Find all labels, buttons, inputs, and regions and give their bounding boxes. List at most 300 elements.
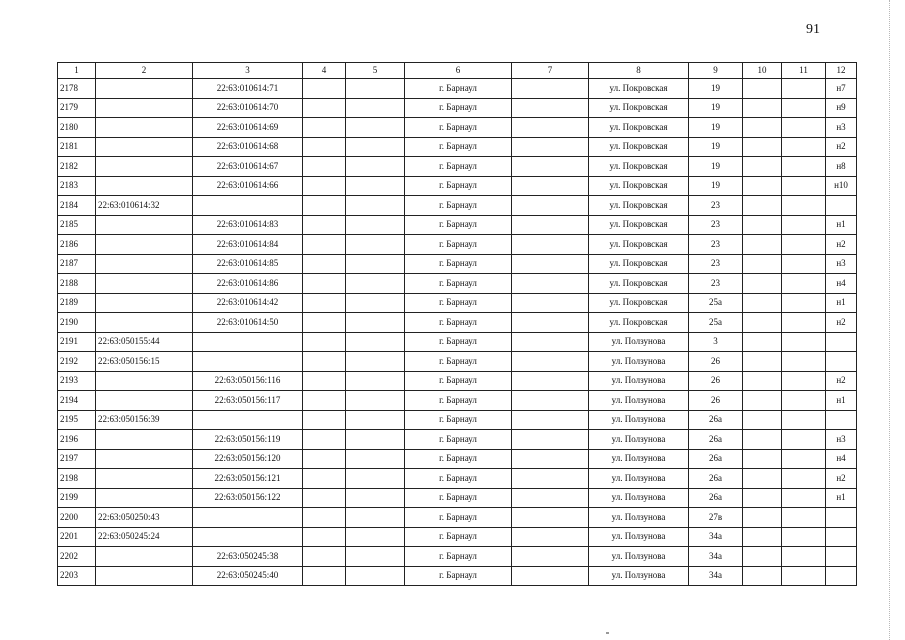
cell-col-6: г. Барнаул bbox=[405, 235, 512, 255]
cell-col-9: 26 bbox=[689, 371, 743, 391]
cell-col-7 bbox=[512, 547, 589, 567]
cell-col-12: н3 bbox=[826, 430, 857, 450]
cell-col-1: 2182 bbox=[58, 157, 96, 177]
cell-col-8: ул. Покровская bbox=[589, 157, 689, 177]
table-row bbox=[58, 157, 857, 177]
cell-col-11 bbox=[782, 176, 826, 196]
cell-col-3 bbox=[193, 196, 303, 216]
cell-col-9: 27в bbox=[689, 508, 743, 528]
cell-col-8: ул. Покровская bbox=[589, 98, 689, 118]
cell-col-5 bbox=[346, 313, 405, 333]
cell-col-3: 22:63:050245:40 bbox=[193, 566, 303, 586]
cell-col-6: г. Барнаул bbox=[405, 254, 512, 274]
table-row bbox=[58, 430, 857, 450]
cell-col-5 bbox=[346, 79, 405, 99]
cell-col-7 bbox=[512, 391, 589, 411]
cell-col-5 bbox=[346, 508, 405, 528]
cell-col-7 bbox=[512, 430, 589, 450]
cell-col-10 bbox=[743, 157, 782, 177]
cell-col-3 bbox=[193, 410, 303, 430]
cell-col-10 bbox=[743, 488, 782, 508]
cell-col-5 bbox=[346, 98, 405, 118]
cell-col-11 bbox=[782, 449, 826, 469]
cell-col-10 bbox=[743, 274, 782, 294]
cell-col-7 bbox=[512, 215, 589, 235]
cell-col-8: ул. Ползунова bbox=[589, 371, 689, 391]
cell-col-11 bbox=[782, 391, 826, 411]
cell-col-9: 19 bbox=[689, 157, 743, 177]
cell-col-11 bbox=[782, 547, 826, 567]
cell-col-4 bbox=[303, 274, 346, 294]
cell-col-8: ул. Покровская bbox=[589, 313, 689, 333]
table-row bbox=[58, 254, 857, 274]
cell-col-11 bbox=[782, 235, 826, 255]
table-row bbox=[58, 488, 857, 508]
cell-col-9: 26а bbox=[689, 488, 743, 508]
cell-col-1: 2194 bbox=[58, 391, 96, 411]
cell-col-1: 2185 bbox=[58, 215, 96, 235]
cell-col-4 bbox=[303, 371, 346, 391]
cell-col-11 bbox=[782, 430, 826, 450]
cell-col-2 bbox=[96, 98, 193, 118]
cell-col-9: 26 bbox=[689, 352, 743, 372]
cell-col-8: ул. Ползунова bbox=[589, 469, 689, 489]
cell-col-11 bbox=[782, 157, 826, 177]
cell-col-1: 2193 bbox=[58, 371, 96, 391]
cell-col-8: ул. Покровская bbox=[589, 293, 689, 313]
cell-col-2 bbox=[96, 469, 193, 489]
cell-col-6: г. Барнаул bbox=[405, 118, 512, 138]
cell-col-1: 2186 bbox=[58, 235, 96, 255]
cell-col-8: ул. Ползунова bbox=[589, 547, 689, 567]
cell-col-2 bbox=[96, 566, 193, 586]
cell-col-9: 34а bbox=[689, 566, 743, 586]
column-header-9: 9 bbox=[689, 63, 743, 79]
cell-col-1: 2189 bbox=[58, 293, 96, 313]
cell-col-7 bbox=[512, 410, 589, 430]
table-row bbox=[58, 371, 857, 391]
cell-col-4 bbox=[303, 449, 346, 469]
cell-col-2: 22:63:050155:44 bbox=[96, 332, 193, 352]
cell-col-12 bbox=[826, 410, 857, 430]
cell-col-11 bbox=[782, 508, 826, 528]
cell-col-2 bbox=[96, 137, 193, 157]
table-row bbox=[58, 508, 857, 528]
cell-col-4 bbox=[303, 547, 346, 567]
cell-col-12 bbox=[826, 332, 857, 352]
cell-col-7 bbox=[512, 352, 589, 372]
cell-col-3 bbox=[193, 332, 303, 352]
cell-col-4 bbox=[303, 157, 346, 177]
cell-col-11 bbox=[782, 274, 826, 294]
cell-col-5 bbox=[346, 215, 405, 235]
cell-col-4 bbox=[303, 391, 346, 411]
cell-col-9: 19 bbox=[689, 79, 743, 99]
cell-col-10 bbox=[743, 391, 782, 411]
cell-col-6: г. Барнаул bbox=[405, 79, 512, 99]
scan-speck bbox=[606, 632, 609, 634]
cell-col-11 bbox=[782, 371, 826, 391]
cell-col-8: ул. Покровская bbox=[589, 274, 689, 294]
cell-col-7 bbox=[512, 566, 589, 586]
table-row bbox=[58, 293, 857, 313]
table-row bbox=[58, 566, 857, 586]
cell-col-2: 22:63:050250:43 bbox=[96, 508, 193, 528]
cell-col-5 bbox=[346, 488, 405, 508]
cell-col-2 bbox=[96, 176, 193, 196]
table-row bbox=[58, 98, 857, 118]
cell-col-10 bbox=[743, 98, 782, 118]
cell-col-2 bbox=[96, 79, 193, 99]
cell-col-1: 2190 bbox=[58, 313, 96, 333]
cell-col-5 bbox=[346, 410, 405, 430]
cell-col-10 bbox=[743, 410, 782, 430]
table-row bbox=[58, 352, 857, 372]
cell-col-6: г. Барнаул bbox=[405, 98, 512, 118]
cell-col-9: 23 bbox=[689, 274, 743, 294]
cell-col-9: 25а bbox=[689, 293, 743, 313]
cell-col-12: н9 bbox=[826, 98, 857, 118]
table-row bbox=[58, 391, 857, 411]
cell-col-4 bbox=[303, 488, 346, 508]
cell-col-6: г. Барнаул bbox=[405, 137, 512, 157]
cell-col-1: 2181 bbox=[58, 137, 96, 157]
table-row bbox=[58, 137, 857, 157]
cell-col-1: 2202 bbox=[58, 547, 96, 567]
table-body bbox=[58, 79, 857, 586]
cell-col-4 bbox=[303, 254, 346, 274]
cell-col-2 bbox=[96, 215, 193, 235]
cell-col-3 bbox=[193, 352, 303, 372]
cell-col-5 bbox=[346, 449, 405, 469]
cell-col-9: 23 bbox=[689, 196, 743, 216]
cell-col-7 bbox=[512, 332, 589, 352]
cell-col-8: ул. Ползунова bbox=[589, 332, 689, 352]
cell-col-1: 2183 bbox=[58, 176, 96, 196]
cell-col-8: ул. Ползунова bbox=[589, 410, 689, 430]
cell-col-5 bbox=[346, 430, 405, 450]
cell-col-7 bbox=[512, 118, 589, 138]
cell-col-6: г. Барнаул bbox=[405, 293, 512, 313]
cell-col-7 bbox=[512, 79, 589, 99]
cell-col-12: н4 bbox=[826, 449, 857, 469]
cell-col-7 bbox=[512, 488, 589, 508]
cell-col-3: 22:63:010614:85 bbox=[193, 254, 303, 274]
cell-col-9: 34а bbox=[689, 547, 743, 567]
cell-col-12: н1 bbox=[826, 391, 857, 411]
cell-col-4 bbox=[303, 410, 346, 430]
cell-col-5 bbox=[346, 196, 405, 216]
cell-col-8: ул. Покровская bbox=[589, 196, 689, 216]
cell-col-6: г. Барнаул bbox=[405, 313, 512, 333]
cell-col-9: 19 bbox=[689, 176, 743, 196]
cell-col-11 bbox=[782, 469, 826, 489]
cell-col-9: 26а bbox=[689, 449, 743, 469]
table-row bbox=[58, 313, 857, 333]
cell-col-1: 2196 bbox=[58, 430, 96, 450]
cell-col-5 bbox=[346, 118, 405, 138]
cell-col-10 bbox=[743, 215, 782, 235]
cell-col-3: 22:63:010614:70 bbox=[193, 98, 303, 118]
cell-col-3: 22:63:050156:117 bbox=[193, 391, 303, 411]
cell-col-1: 2203 bbox=[58, 566, 96, 586]
cell-col-5 bbox=[346, 157, 405, 177]
cell-col-10 bbox=[743, 566, 782, 586]
cell-col-4 bbox=[303, 176, 346, 196]
cell-col-2: 22:63:050156:15 bbox=[96, 352, 193, 372]
cell-col-6: г. Барнаул bbox=[405, 176, 512, 196]
cell-col-2 bbox=[96, 488, 193, 508]
column-header-11: 11 bbox=[782, 63, 826, 79]
cell-col-9: 25а bbox=[689, 313, 743, 333]
cell-col-9: 23 bbox=[689, 215, 743, 235]
cell-col-12: н3 bbox=[826, 254, 857, 274]
cell-col-3: 22:63:050156:119 bbox=[193, 430, 303, 450]
column-header-4: 4 bbox=[303, 63, 346, 79]
cell-col-12: н1 bbox=[826, 488, 857, 508]
cell-col-12 bbox=[826, 547, 857, 567]
cell-col-3: 22:63:050156:116 bbox=[193, 371, 303, 391]
cell-col-9: 3 bbox=[689, 332, 743, 352]
cell-col-2 bbox=[96, 313, 193, 333]
cell-col-12: н7 bbox=[826, 79, 857, 99]
cell-col-10 bbox=[743, 527, 782, 547]
cell-col-11 bbox=[782, 410, 826, 430]
cell-col-1: 2184 bbox=[58, 196, 96, 216]
cell-col-6: г. Барнаул bbox=[405, 391, 512, 411]
cell-col-10 bbox=[743, 469, 782, 489]
column-header-7: 7 bbox=[512, 63, 589, 79]
cell-col-7 bbox=[512, 98, 589, 118]
cell-col-7 bbox=[512, 371, 589, 391]
column-header-3: 3 bbox=[193, 63, 303, 79]
cell-col-10 bbox=[743, 508, 782, 528]
cell-col-1: 2197 bbox=[58, 449, 96, 469]
cell-col-4 bbox=[303, 469, 346, 489]
cell-col-1: 2198 bbox=[58, 469, 96, 489]
cell-col-2 bbox=[96, 254, 193, 274]
cell-col-3 bbox=[193, 508, 303, 528]
cell-col-5 bbox=[346, 352, 405, 372]
cell-col-5 bbox=[346, 235, 405, 255]
cell-col-3: 22:63:050156:121 bbox=[193, 469, 303, 489]
cell-col-7 bbox=[512, 176, 589, 196]
cell-col-3: 22:63:010614:86 bbox=[193, 274, 303, 294]
cell-col-12: н3 bbox=[826, 118, 857, 138]
cell-col-2 bbox=[96, 293, 193, 313]
cell-col-11 bbox=[782, 488, 826, 508]
cell-col-11 bbox=[782, 98, 826, 118]
cell-col-5 bbox=[346, 293, 405, 313]
cell-col-4 bbox=[303, 352, 346, 372]
cell-col-10 bbox=[743, 293, 782, 313]
cell-col-5 bbox=[346, 332, 405, 352]
cell-col-9: 19 bbox=[689, 118, 743, 138]
cell-col-5 bbox=[346, 469, 405, 489]
cell-col-6: г. Барнаул bbox=[405, 157, 512, 177]
cell-col-4 bbox=[303, 430, 346, 450]
cell-col-3: 22:63:050245:38 bbox=[193, 547, 303, 567]
cell-col-1: 2178 bbox=[58, 79, 96, 99]
cell-col-2: 22:63:010614:32 bbox=[96, 196, 193, 216]
cell-col-2 bbox=[96, 547, 193, 567]
cell-col-11 bbox=[782, 215, 826, 235]
cell-col-1: 2192 bbox=[58, 352, 96, 372]
cell-col-10 bbox=[743, 235, 782, 255]
cell-col-3: 22:63:010614:69 bbox=[193, 118, 303, 138]
cell-col-6: г. Барнаул bbox=[405, 566, 512, 586]
cell-col-8: ул. Покровская bbox=[589, 79, 689, 99]
column-header-10: 10 bbox=[743, 63, 782, 79]
table-row bbox=[58, 274, 857, 294]
cell-col-5 bbox=[346, 547, 405, 567]
cell-col-11 bbox=[782, 313, 826, 333]
cell-col-12 bbox=[826, 352, 857, 372]
cell-col-6: г. Барнаул bbox=[405, 332, 512, 352]
cell-col-3: 22:63:010614:66 bbox=[193, 176, 303, 196]
cell-col-11 bbox=[782, 196, 826, 216]
cell-col-12: н2 bbox=[826, 235, 857, 255]
cell-col-3: 22:63:010614:67 bbox=[193, 157, 303, 177]
cell-col-6: г. Барнаул bbox=[405, 274, 512, 294]
cell-col-4 bbox=[303, 527, 346, 547]
cell-col-6: г. Барнаул bbox=[405, 508, 512, 528]
cell-col-6: г. Барнаул bbox=[405, 371, 512, 391]
cell-col-9: 26 bbox=[689, 391, 743, 411]
cell-col-3: 22:63:010614:68 bbox=[193, 137, 303, 157]
cell-col-6: г. Барнаул bbox=[405, 430, 512, 450]
cell-col-10 bbox=[743, 352, 782, 372]
cell-col-9: 19 bbox=[689, 98, 743, 118]
cell-col-8: ул. Покровская bbox=[589, 137, 689, 157]
cell-col-11 bbox=[782, 79, 826, 99]
cell-col-8: ул. Ползунова bbox=[589, 449, 689, 469]
cell-col-8: ул. Ползунова bbox=[589, 527, 689, 547]
cell-col-4 bbox=[303, 235, 346, 255]
cell-col-12 bbox=[826, 527, 857, 547]
cell-col-11 bbox=[782, 352, 826, 372]
page-number: 91 bbox=[806, 22, 820, 37]
cell-col-1: 2201 bbox=[58, 527, 96, 547]
column-header-5: 5 bbox=[346, 63, 405, 79]
cell-col-4 bbox=[303, 293, 346, 313]
cell-col-11 bbox=[782, 527, 826, 547]
cell-col-1: 2188 bbox=[58, 274, 96, 294]
cell-col-4 bbox=[303, 566, 346, 586]
cell-col-6: г. Барнаул bbox=[405, 352, 512, 372]
cell-col-10 bbox=[743, 79, 782, 99]
cell-col-4 bbox=[303, 137, 346, 157]
cell-col-9: 26а bbox=[689, 410, 743, 430]
cell-col-11 bbox=[782, 118, 826, 138]
column-header-2: 2 bbox=[96, 63, 193, 79]
table-row bbox=[58, 449, 857, 469]
cell-col-8: ул. Ползунова bbox=[589, 391, 689, 411]
cell-col-1: 2195 bbox=[58, 410, 96, 430]
cell-col-4 bbox=[303, 118, 346, 138]
cell-col-9: 23 bbox=[689, 235, 743, 255]
cell-col-5 bbox=[346, 566, 405, 586]
cell-col-6: г. Барнаул bbox=[405, 469, 512, 489]
cell-col-2 bbox=[96, 157, 193, 177]
cell-col-1: 2199 bbox=[58, 488, 96, 508]
cell-col-9: 26а bbox=[689, 430, 743, 450]
cell-col-3: 22:63:010614:83 bbox=[193, 215, 303, 235]
table-row bbox=[58, 176, 857, 196]
cell-col-7 bbox=[512, 254, 589, 274]
cell-col-5 bbox=[346, 371, 405, 391]
cell-col-7 bbox=[512, 469, 589, 489]
cell-col-4 bbox=[303, 508, 346, 528]
cell-col-2 bbox=[96, 371, 193, 391]
cell-col-8: ул. Покровская bbox=[589, 176, 689, 196]
cell-col-12: н2 bbox=[826, 313, 857, 333]
cell-col-2 bbox=[96, 449, 193, 469]
scan-edge-line bbox=[889, 0, 890, 640]
cell-col-5 bbox=[346, 274, 405, 294]
cell-col-8: ул. Ползунова bbox=[589, 352, 689, 372]
cell-col-3: 22:63:010614:50 bbox=[193, 313, 303, 333]
table-row bbox=[58, 196, 857, 216]
cell-col-1: 2187 bbox=[58, 254, 96, 274]
cell-col-6: г. Барнаул bbox=[405, 527, 512, 547]
cell-col-3: 22:63:010614:84 bbox=[193, 235, 303, 255]
registry-table bbox=[57, 62, 857, 586]
table-row bbox=[58, 215, 857, 235]
column-header-8: 8 bbox=[589, 63, 689, 79]
cell-col-11 bbox=[782, 332, 826, 352]
table-row bbox=[58, 235, 857, 255]
cell-col-3: 22:63:050156:122 bbox=[193, 488, 303, 508]
cell-col-5 bbox=[346, 527, 405, 547]
cell-col-12: н1 bbox=[826, 215, 857, 235]
cell-col-7 bbox=[512, 235, 589, 255]
cell-col-7 bbox=[512, 196, 589, 216]
cell-col-12 bbox=[826, 566, 857, 586]
table-row bbox=[58, 410, 857, 430]
cell-col-2 bbox=[96, 430, 193, 450]
cell-col-8: ул. Ползунова bbox=[589, 488, 689, 508]
cell-col-10 bbox=[743, 371, 782, 391]
cell-col-12 bbox=[826, 508, 857, 528]
cell-col-9: 19 bbox=[689, 137, 743, 157]
column-header-1: 1 bbox=[58, 63, 96, 79]
cell-col-1: 2200 bbox=[58, 508, 96, 528]
cell-col-12: н10 bbox=[826, 176, 857, 196]
cell-col-2 bbox=[96, 391, 193, 411]
cell-col-7 bbox=[512, 137, 589, 157]
cell-col-8: ул. Ползунова bbox=[589, 508, 689, 528]
cell-col-4 bbox=[303, 98, 346, 118]
cell-col-7 bbox=[512, 274, 589, 294]
cell-col-5 bbox=[346, 391, 405, 411]
cell-col-12: н2 bbox=[826, 137, 857, 157]
table-row bbox=[58, 527, 857, 547]
cell-col-8: ул. Ползунова bbox=[589, 430, 689, 450]
cell-col-12: н2 bbox=[826, 371, 857, 391]
cell-col-8: ул. Ползунова bbox=[589, 566, 689, 586]
cell-col-10 bbox=[743, 254, 782, 274]
cell-col-10 bbox=[743, 313, 782, 333]
cell-col-7 bbox=[512, 527, 589, 547]
cell-col-10 bbox=[743, 430, 782, 450]
cell-col-10 bbox=[743, 547, 782, 567]
table-row bbox=[58, 547, 857, 567]
cell-col-6: г. Барнаул bbox=[405, 488, 512, 508]
table-row bbox=[58, 118, 857, 138]
cell-col-11 bbox=[782, 137, 826, 157]
cell-col-2: 22:63:050156:39 bbox=[96, 410, 193, 430]
